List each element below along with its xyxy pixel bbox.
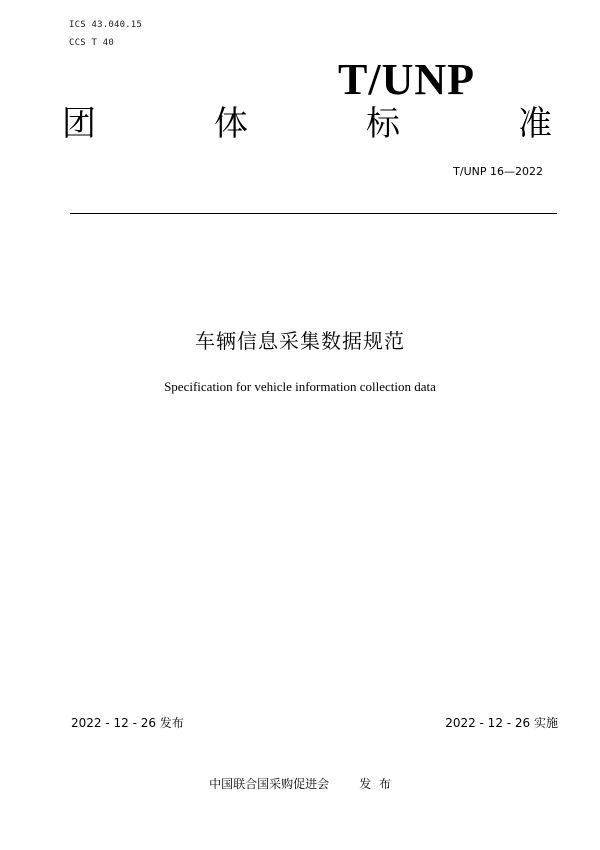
standard-type-char: 标 <box>366 104 400 144</box>
standard-type-char: 准 <box>518 104 552 144</box>
publisher-name: 中国联合国采购促进会 <box>209 777 330 791</box>
standard-type-char: 体 <box>214 104 248 144</box>
implementation-date: 2022 - 12 - 26 实施 <box>445 716 558 730</box>
publisher-action: 发 布 <box>359 777 391 791</box>
standard-logo: T/UNP <box>338 55 475 104</box>
title-english: Specification for vehicle information collection data <box>164 379 436 394</box>
ccs-code: CCS T 40 <box>69 38 114 48</box>
document-number: T/UNP 16—2022 <box>453 165 543 178</box>
ics-code: ICS 43.040.15 <box>69 20 143 30</box>
title-chinese: 车辆信息采集数据规范 <box>195 329 405 353</box>
standard-type-heading <box>62 102 552 146</box>
standard-type-char: 团 <box>62 104 96 144</box>
publish-date: 2022 - 12 - 26 发布 <box>71 716 184 730</box>
header-divider <box>70 213 557 214</box>
publisher-line <box>0 776 600 792</box>
